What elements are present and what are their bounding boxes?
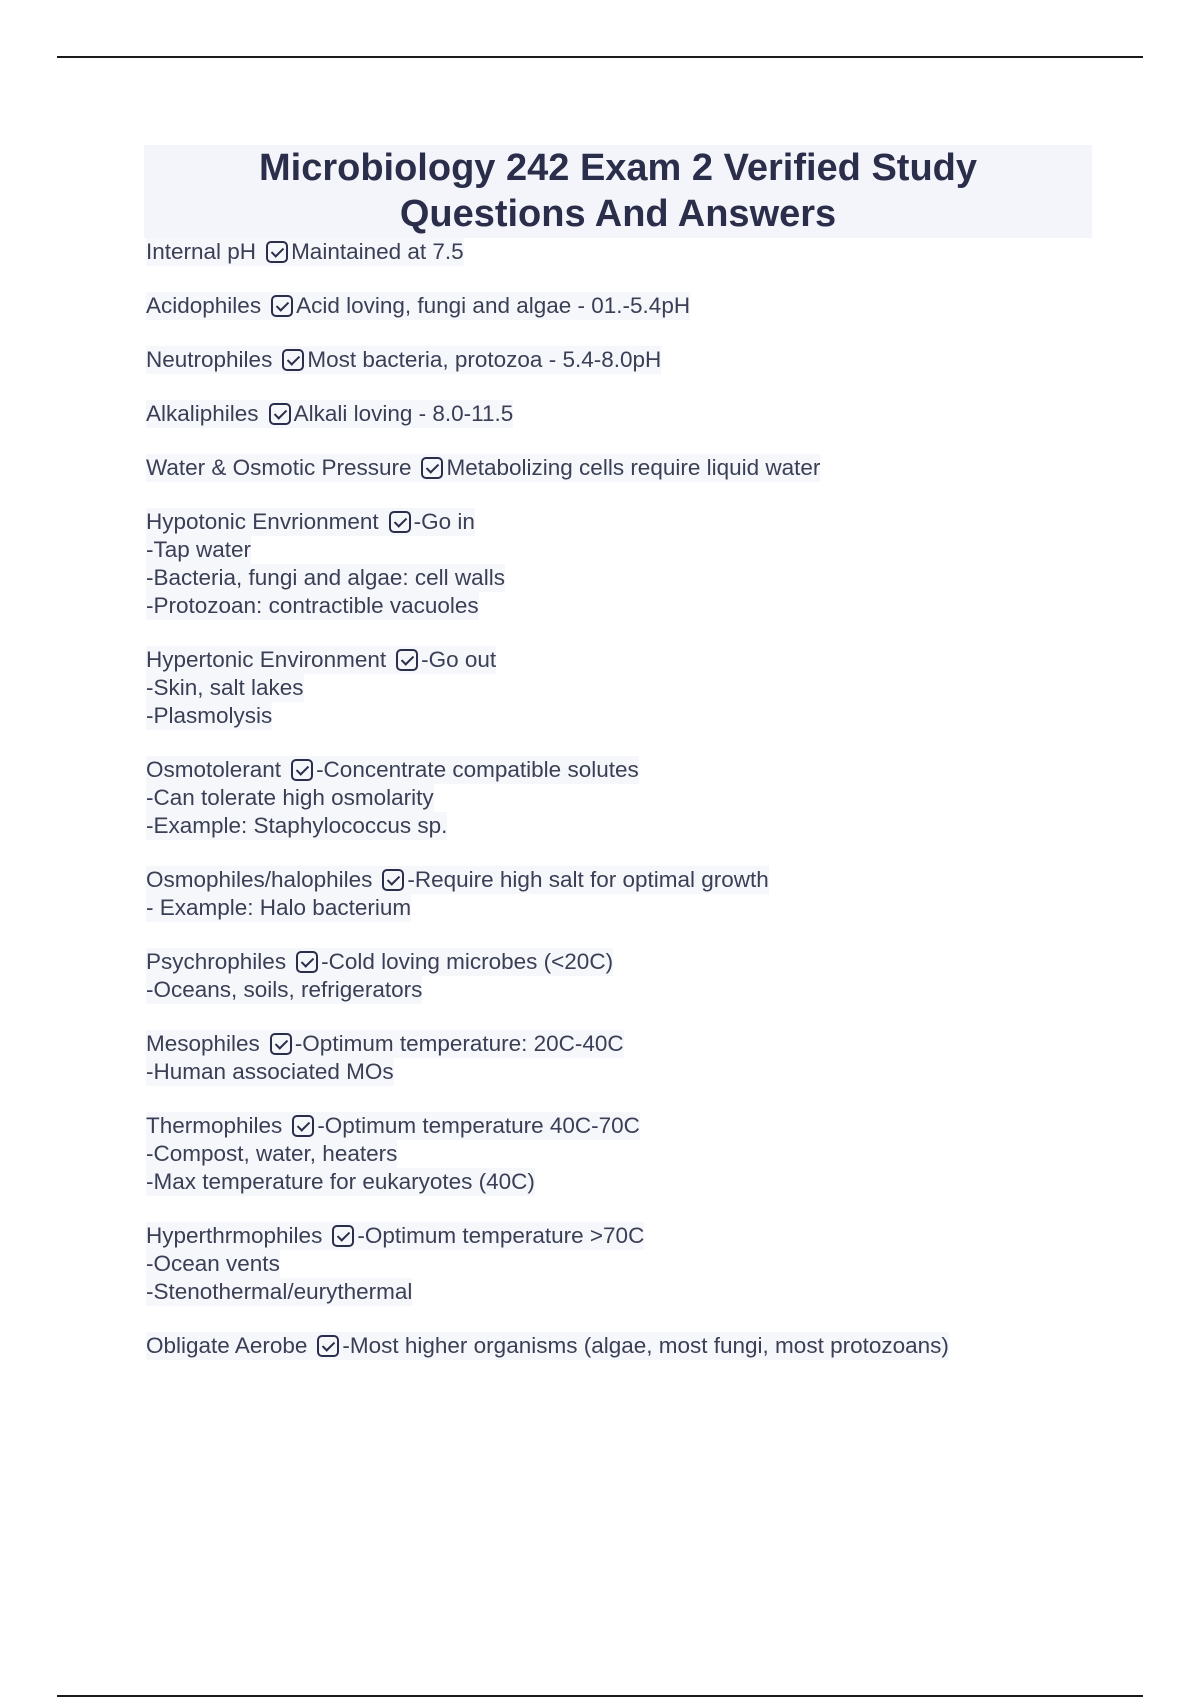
answer-detail-line: -Ocean vents (146, 1251, 280, 1276)
question-term: Hypertonic Environment (146, 647, 387, 672)
answer-detail-line: -Can tolerate high osmolarity (146, 785, 434, 810)
checkbox-checked-icon (271, 295, 293, 317)
qa-entry (146, 1222, 1106, 1306)
qa-list (146, 238, 1106, 1386)
answer-text: -Optimum temperature: 20C-40C (294, 1031, 624, 1056)
answer-text: -Cold loving microbes (<20C) (321, 949, 614, 974)
checkbox-checked-icon (269, 403, 291, 425)
qa-first-line (146, 646, 496, 674)
answer-detail-line: -Tap water (146, 537, 252, 562)
qa-first-line (146, 1332, 949, 1360)
qa-first-line (146, 346, 661, 374)
checkbox-checked-icon (421, 457, 443, 479)
question-term: Psychrophiles (146, 949, 287, 974)
qa-first-line (146, 292, 690, 320)
answer-detail-line: -Plasmolysis (146, 703, 273, 728)
answer-text: Acid loving, fungi and algae - 01.-5.4pH (296, 293, 691, 318)
question-term: Internal pH (146, 239, 257, 264)
qa-entry (146, 400, 1106, 428)
qa-first-line (146, 400, 513, 428)
qa-entry (146, 292, 1106, 320)
checkbox-checked-icon (317, 1335, 339, 1357)
question-term: Water & Osmotic Pressure (146, 455, 412, 480)
checkbox-checked-icon (291, 759, 313, 781)
qa-first-line (146, 948, 613, 976)
qa-first-line (146, 1112, 640, 1140)
answer-text: Metabolizing cells require liquid water (446, 455, 821, 480)
top-rule (57, 56, 1143, 58)
qa-first-line (146, 866, 769, 894)
answer-detail-line: -Human associated MOs (146, 1059, 394, 1084)
qa-first-line (146, 1030, 624, 1058)
answer-detail-line: -Example: Staphylococcus sp. (146, 813, 448, 838)
question-term: Hypotonic Envrionment (146, 509, 379, 534)
bottom-rule (57, 1695, 1143, 1697)
answer-detail-line: -Oceans, soils, refrigerators (146, 977, 423, 1002)
checkbox-checked-icon (292, 1115, 314, 1137)
qa-entry (146, 1030, 1106, 1086)
checkbox-checked-icon (389, 511, 411, 533)
question-term: Osmotolerant (146, 757, 282, 782)
answer-detail-line: -Stenothermal/eurythermal (146, 1279, 413, 1304)
qa-entry (146, 1332, 1106, 1360)
question-term: Thermophiles (146, 1113, 283, 1138)
title-line-1: Microbiology 242 Exam 2 Verified Study (258, 147, 977, 189)
answer-text: -Go out (421, 647, 497, 672)
question-term: Hyperthrmophiles (146, 1223, 323, 1248)
qa-entry (146, 508, 1106, 620)
question-term: Neutrophiles (146, 347, 273, 372)
answer-text: -Optimum temperature 40C-70C (317, 1113, 640, 1138)
question-term: Acidophiles (146, 293, 262, 318)
checkbox-checked-icon (396, 649, 418, 671)
question-term: Obligate Aerobe (146, 1333, 308, 1358)
answer-text: Maintained at 7.5 (291, 239, 464, 264)
title-line-2: Questions And Answers (399, 193, 837, 235)
answer-text: -Most higher organisms (algae, most fungi, most protozoans) (342, 1333, 949, 1358)
question-term: Osmophiles/halophiles (146, 867, 373, 892)
qa-entry (146, 454, 1106, 482)
question-term: Alkaliphiles (146, 401, 259, 426)
qa-first-line (146, 1222, 644, 1250)
answer-text: -Optimum temperature >70C (357, 1223, 645, 1248)
qa-first-line (146, 238, 464, 266)
answer-text: -Require high salt for optimal growth (407, 867, 769, 892)
checkbox-checked-icon (332, 1225, 354, 1247)
qa-first-line (146, 756, 639, 784)
answer-text: -Concentrate compatible solutes (316, 757, 639, 782)
question-term: Mesophiles (146, 1031, 260, 1056)
checkbox-checked-icon (296, 951, 318, 973)
answer-detail-line: - Example: Halo bacterium (146, 895, 412, 920)
qa-entry (146, 866, 1106, 922)
answer-text: Alkali loving - 8.0-11.5 (293, 401, 514, 426)
answer-detail-line: -Skin, salt lakes (146, 675, 304, 700)
checkbox-checked-icon (266, 241, 288, 263)
answer-detail-line: -Bacteria, fungi and algae: cell walls (146, 565, 505, 590)
qa-entry (146, 756, 1106, 840)
qa-first-line (146, 508, 475, 536)
qa-entry (146, 238, 1106, 266)
checkbox-checked-icon (270, 1033, 292, 1055)
page-title (144, 145, 1092, 238)
answer-text: Most bacteria, protozoa - 5.4-8.0pH (307, 347, 662, 372)
checkbox-checked-icon (382, 869, 404, 891)
qa-entry (146, 1112, 1106, 1196)
answer-text: -Go in (413, 509, 475, 534)
answer-detail-line: -Compost, water, heaters (146, 1141, 398, 1166)
qa-entry (146, 948, 1106, 1004)
answer-detail-line: -Max temperature for eukaryotes (40C) (146, 1169, 535, 1194)
checkbox-checked-icon (282, 349, 304, 371)
qa-entry (146, 646, 1106, 730)
qa-first-line (146, 454, 820, 482)
qa-entry (146, 346, 1106, 374)
answer-detail-line: -Protozoan: contractible vacuoles (146, 593, 479, 618)
